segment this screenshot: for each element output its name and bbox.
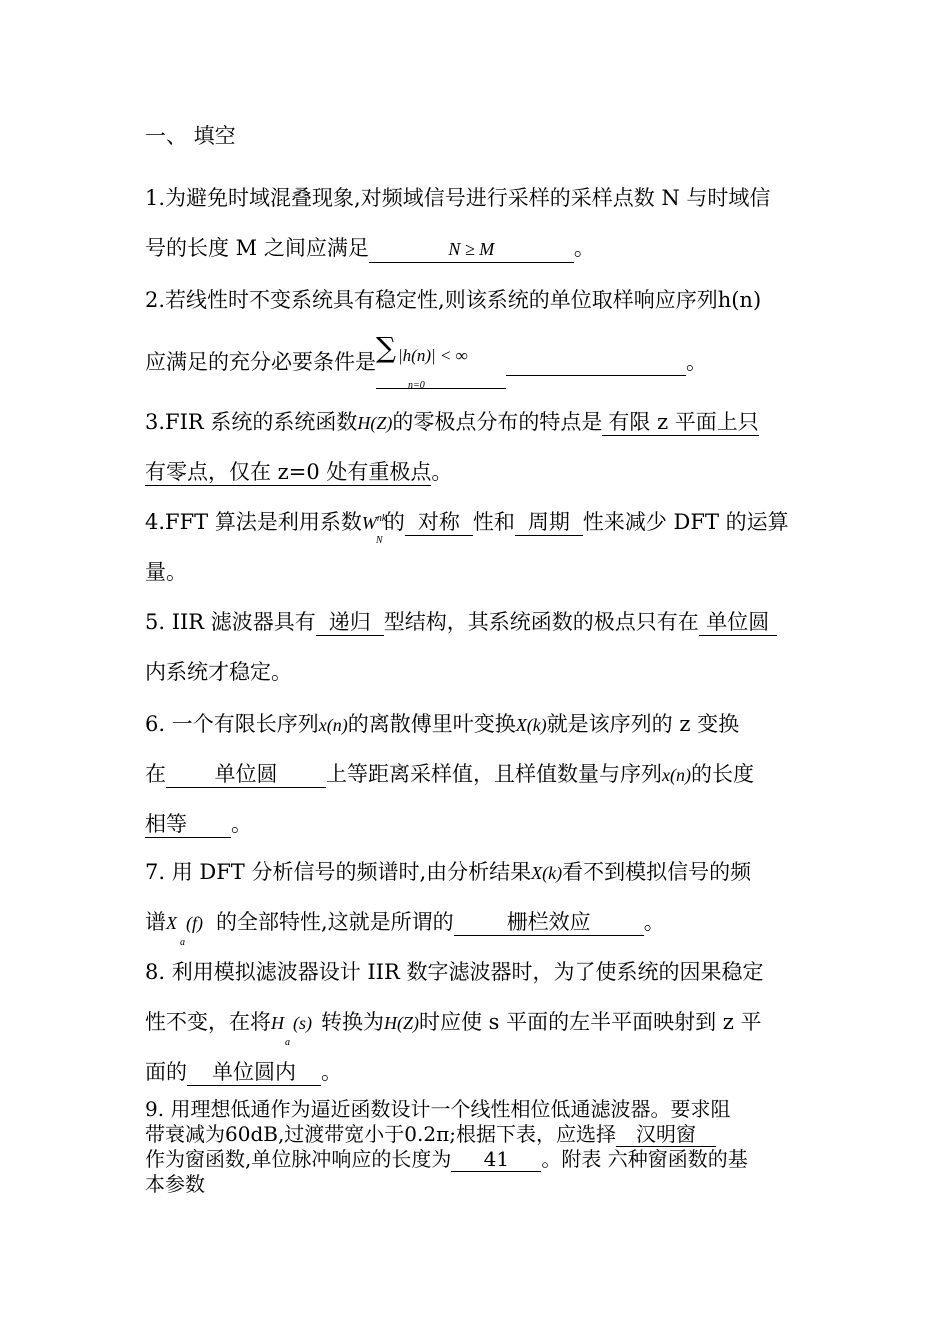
q6-end: 。	[231, 812, 252, 836]
q7-xk: X(k)	[531, 863, 563, 883]
q6-post: 就是该序列的 z 变换	[546, 712, 740, 736]
q5-line2: 内系统才稳定。	[145, 660, 292, 684]
q6-text2: 在	[145, 762, 166, 786]
q6-mid2: 上等距离采样值，且样值数量与序列	[326, 762, 662, 786]
q3-mid: 的零极点分布的特点是	[392, 410, 603, 434]
q6-text: 6. 一个有限长序列	[145, 712, 319, 736]
q8-mid: 转换为	[321, 1010, 384, 1034]
q2-end: 。	[686, 350, 707, 374]
q4-of: 的	[383, 510, 405, 534]
q5-text: 5. IIR 滤波器具有	[145, 610, 316, 634]
q6-xn: x(n)	[318, 715, 348, 735]
q5-answer-1: 递归	[316, 609, 384, 636]
q6-xn2: x(n)	[662, 765, 691, 785]
q7-xaf	[166, 909, 216, 948]
q4-w: W	[361, 513, 377, 533]
q9-post3: 。附表 六种窗函数的基	[541, 1147, 748, 1171]
q2-sum-limit: n=0	[408, 380, 425, 391]
q7-answer: 栅栏效应	[454, 909, 644, 936]
q9-answer-1: 汉明窗	[616, 1123, 716, 1147]
q6-line2	[145, 760, 754, 789]
q3-hz: H(Z)	[357, 413, 393, 433]
q6-mid: 的离散傅里叶变换	[347, 712, 516, 736]
q8-text3: 面的	[145, 1060, 187, 1084]
q6-answer-1: 单位圆	[166, 761, 326, 788]
q1-text: 号的长度 M 之间应满足	[145, 236, 369, 260]
q6-post2: 的长度	[690, 762, 754, 786]
q1-answer-blank	[369, 235, 574, 263]
q7-xa: X	[166, 913, 177, 933]
q9-text2: 带衰减为60dB,过渡带宽小于0.2π;根据下表，应选择	[145, 1122, 616, 1146]
q4-answer-1: 对称	[405, 509, 473, 536]
q6-line1	[145, 710, 739, 739]
q4-post: 性来减少 DFT 的运算	[582, 510, 789, 534]
q4-mid: 性和	[472, 510, 515, 534]
q4-w-sup: nk	[376, 513, 387, 524]
q7-xa-arg: (f)	[186, 913, 203, 933]
q1-answer: N ≥ M	[448, 239, 495, 259]
q5-line1	[145, 608, 777, 636]
q7-line1	[145, 858, 751, 887]
q4-text: 4.FFT 算法是利用系数	[145, 510, 362, 534]
q3-answer-1: 有限 z 平面上只	[602, 409, 758, 436]
q7-post: 看不到模拟信号的频	[562, 860, 752, 884]
q9-line1: 9. 用理想低通作为逼近函数设计一个线性相位低通滤波器。要求阻	[145, 1097, 731, 1121]
q8-hz: H(Z)	[384, 1013, 419, 1033]
q3-text: 3.FIR 系统的系统函数	[145, 410, 358, 434]
q6-answer-2: 相等	[145, 811, 231, 838]
q4-answer-2: 周期	[515, 509, 583, 536]
q8-ha: H	[271, 1013, 284, 1033]
q8-has	[271, 1009, 321, 1048]
q6-xk: X(k)	[515, 715, 547, 735]
q8-answer: 单位圆内	[187, 1059, 321, 1086]
q2-sum-body: |h(n)| < ∞	[398, 346, 468, 365]
q3-answer-2: 有零点，仅在 z=0 处有重极点	[145, 460, 432, 484]
q7-xa-sub: a	[180, 937, 185, 948]
q5-mid: 型结构，其系统函数的极点只有在	[383, 610, 699, 634]
q1-line1: 1.为避免时域混叠现象,对频域信号进行采样的采样点数 N 与时域信	[145, 186, 771, 210]
q8-line1: 8. 利用模拟滤波器设计 IIR 数字滤波器时，为了使系统的因果稳定	[145, 960, 764, 984]
q4-line1	[145, 508, 789, 546]
q9-line3	[145, 1147, 748, 1172]
q3-line2	[145, 458, 452, 486]
q8-post: 时应使 s 平面的左半平面映射到 z 平	[419, 1010, 762, 1034]
q3-end: 。	[431, 460, 453, 484]
q7-line2	[145, 908, 665, 948]
q4-line2: 量。	[145, 560, 187, 584]
q9-answer-2: 41	[451, 1148, 541, 1172]
q8-line3	[145, 1058, 342, 1086]
q8-ha-sub: a	[285, 1037, 290, 1048]
q2-answer-blank	[506, 349, 686, 376]
q4-w-sub: N	[375, 535, 383, 546]
q6-line3	[145, 810, 252, 838]
q7-text: 7. 用 DFT 分析信号的频谱时,由分析结果	[145, 860, 532, 884]
q8-end: 。	[321, 1060, 342, 1084]
q8-line2	[145, 1008, 762, 1048]
q7-mid: 的全部特性,这就是所谓的	[216, 910, 454, 934]
q2-line2	[145, 331, 707, 391]
q1-end: 。	[573, 236, 595, 260]
q1-line2	[145, 234, 595, 263]
q8-text: 性不变，在将	[145, 1010, 271, 1034]
q2-sum-formula	[376, 331, 506, 391]
q2-text: 应满足的充分必要条件是	[145, 350, 376, 374]
q3-line1	[145, 408, 759, 437]
q9-line4: 本参数	[145, 1172, 205, 1196]
q8-ha-arg: (s)	[293, 1013, 312, 1033]
q9-line2	[145, 1122, 716, 1147]
sigma-symbol: ∑	[376, 331, 396, 364]
q4-wnk	[361, 509, 387, 546]
q2-line1: 2.若线性时不变系统具有稳定性,则该系统的单位取样响应序列h(n)	[145, 288, 762, 312]
q7-text2: 谱	[145, 910, 166, 934]
section-title: 一、 填空	[145, 124, 236, 148]
q5-answer-2: 单位圆	[699, 609, 777, 636]
q9-text3: 作为窗函数,单位脉冲响应的长度为	[145, 1147, 452, 1171]
q7-end: 。	[643, 910, 665, 934]
